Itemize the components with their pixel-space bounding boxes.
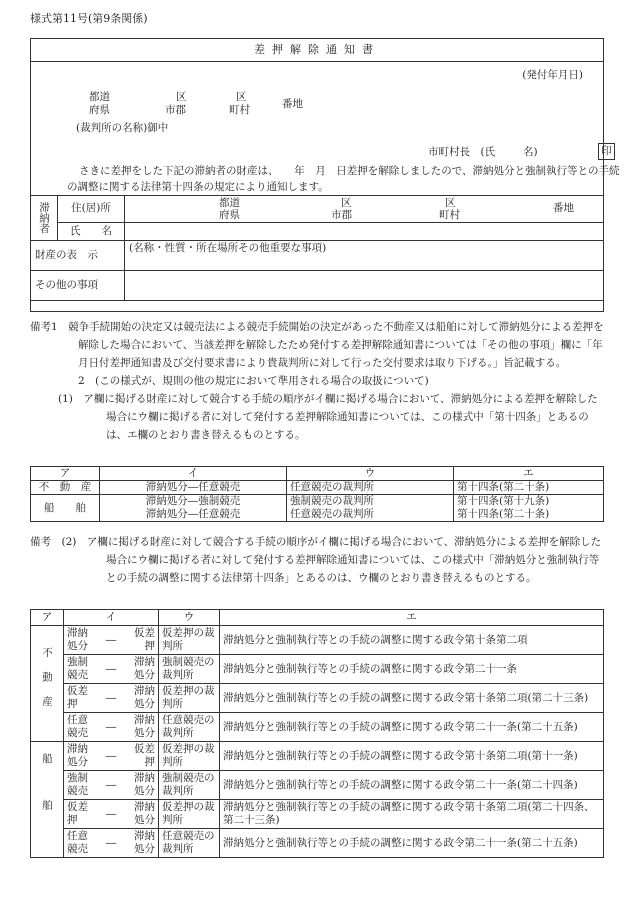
- t2-cell-c: 強制競売の裁判所: [159, 771, 220, 800]
- other-field[interactable]: [125, 271, 604, 301]
- remarks-section-2: [30, 533, 604, 587]
- addr-city-2: 市郡: [165, 104, 186, 116]
- t2-group-realestate: 不動産: [31, 626, 64, 742]
- t2-row: [31, 713, 604, 742]
- t2-header-c: ウ: [159, 610, 220, 626]
- addr-banchi: 番地: [282, 98, 303, 110]
- addr-prefecture-2: 府県: [89, 104, 110, 116]
- t2-header-a: ア: [31, 610, 64, 626]
- t2-row: [31, 626, 604, 655]
- name-label: 氏 名: [58, 223, 125, 241]
- t2-row: [31, 829, 604, 858]
- form-number: 様式第11号(第9条関係): [30, 12, 148, 25]
- t2-cell-c: 任意競売の裁判所: [159, 829, 220, 858]
- delinquent-label: 滞納者: [31, 196, 58, 241]
- replacement-table-2: [30, 609, 604, 858]
- t2-cell-d: 滞納処分と強制執行等との手続の調整に関する政令第二十一条(第二十四条): [220, 771, 604, 800]
- t1-row2-d: 第十四条(第十九条) 第十四条(第二十条): [454, 495, 604, 522]
- t2-cell-d: 滞納処分と強制執行等との手続の調整に関する政令第十条第二項(第十一条): [220, 742, 604, 771]
- t1-row1-b: 滞納処分―任意競売: [100, 481, 287, 495]
- t2-group-ship: 船舶: [31, 742, 64, 858]
- t2-cell-b: 任意競売 ― 滞納処分: [64, 829, 159, 858]
- notice-body-text: さきに差押をした下記の滞納者の財産は、 年 月 日差押を解除しましたので、滞納処分と強制執行等との手続の調整に関する法律第十四条の規定により通知します。: [67, 165, 620, 193]
- t1-row2-a: 船 舶: [31, 495, 100, 522]
- delinquent-table: [30, 195, 604, 301]
- t2-cell-c: 任意競売の裁判所: [159, 713, 220, 742]
- t2-cell-b: 滞納処分 ― 仮差押: [64, 742, 159, 771]
- court-addressee: (裁判所の名称)御中: [76, 122, 169, 134]
- mayor-name: 名): [523, 146, 538, 158]
- t2-cell-b: 仮差押 ― 滞納処分: [64, 684, 159, 713]
- t1-row1-c: 任意競売の裁判所: [287, 481, 454, 495]
- t2-cell-d: 滞納処分と強制執行等との手続の調整に関する政令第十条第二項(第二十四条、第二十三条): [220, 800, 604, 829]
- residence-field[interactable]: [125, 196, 604, 223]
- addr-town-2: 町村: [229, 104, 250, 116]
- t2-cell-d: 滞納処分と強制執行等との手続の調整に関する政令第二十一条(第二十五条): [220, 829, 604, 858]
- t2-cell-d: 滞納処分と強制執行等との手続の調整に関する政令第十条第二項: [220, 626, 604, 655]
- t2-header-d: エ: [220, 610, 604, 626]
- t2-row: [31, 742, 604, 771]
- t2-cell-c: 仮差押の裁判所: [159, 800, 220, 829]
- t2-cell-d: 滞納処分と強制執行等との手続の調整に関する政令第十条第二項(第二十三条): [220, 684, 604, 713]
- remarks-section: [30, 318, 604, 444]
- t2-cell-d: 滞納処分と強制執行等との手続の調整に関する政令第二十一条: [220, 655, 604, 684]
- t1-row1-d: 第十四条(第二十条): [454, 481, 604, 495]
- t2-row: [31, 684, 604, 713]
- t1-header-c: ウ: [287, 467, 454, 481]
- t2-cell-b: 滞納処分 ― 仮差押: [64, 626, 159, 655]
- t2-cell-d: 滞納処分と強制執行等との手続の調整に関する政令第二十一条(第二十五条): [220, 713, 604, 742]
- t2-row: [31, 800, 604, 829]
- inner-addr-t2: 町村: [439, 209, 460, 221]
- residence-label: 住(居)所: [58, 196, 125, 223]
- t1-row2-b: 滞納処分―強制競売 滞納処分―任意競売: [100, 495, 287, 522]
- t1-header-a: ア: [31, 467, 100, 481]
- t2-cell-c: 仮差押の裁判所: [159, 626, 220, 655]
- t2-row: [31, 655, 604, 684]
- inner-addr-p1: 都道: [219, 197, 240, 209]
- t2-header-b: イ: [64, 610, 159, 626]
- issue-date: (発付年月日): [522, 69, 583, 81]
- t1-header-d: エ: [454, 467, 604, 481]
- property-hint: (名称・性質・所在場所その他重要な事項): [129, 242, 327, 254]
- inner-addr-banchi: 番地: [553, 202, 574, 214]
- t1-row2-c: 強制競売の裁判所 任意競売の裁判所: [287, 495, 454, 522]
- other-label: その他の事項: [31, 271, 125, 301]
- inner-addr-t1: 区: [445, 197, 456, 209]
- t2-cell-b: 強制競売 ― 滞納処分: [64, 771, 159, 800]
- t1-row1-a: 不 動 産: [31, 481, 100, 495]
- property-label: 財産の表 示: [31, 241, 125, 271]
- t2-cell-b: 仮差押 ― 滞納処分: [64, 800, 159, 829]
- t2-cell-b: 強制競売 ― 滞納処分: [64, 655, 159, 684]
- inner-addr-c2: 市郡: [331, 209, 352, 221]
- t1-header-b: イ: [100, 467, 287, 481]
- remark-2-1: (1) ア欄に掲げる財産に対して競合する手続の順序がイ欄に掲げる場合において、滞納処分による差押を解除した場合にウ欄に掲げる者に対して発付する差押解除通知書については、この様式中「第十四条」とあるのは、エ欄のとおり書き替えるものとする。: [58, 393, 598, 441]
- remark-1: 備考1 競争手続開始の決定又は競売法による競売手続開始の決定があった不動産又は船舶に対して滞納処分による差押を解除した場合において、当該差押を解除したため発付する差押解除通知書については「その他の事項」欄に「年月日付差押通知書及び交付要求書により貴裁判所に対して行った交付要求は取り下げる。」旨記載する。: [30, 321, 604, 369]
- property-field[interactable]: [125, 241, 604, 271]
- notice-form-box: [30, 38, 620, 312]
- remark-2: 2 (この様式が、規則の他の規定において準用される場合の取扱について): [78, 375, 429, 387]
- t2-cell-c: 仮差押の裁判所: [159, 684, 220, 713]
- addr-city-1: 区: [176, 91, 187, 103]
- replacement-table-1: [30, 466, 604, 522]
- t2-cell-b: 任意競売 ― 滞納処分: [64, 713, 159, 742]
- name-field[interactable]: [125, 223, 604, 241]
- t2-cell-c: 強制競売の裁判所: [159, 655, 220, 684]
- seal-mark: 印: [598, 143, 615, 160]
- document-title: 差押解除通知書: [31, 39, 603, 62]
- remark-2-2: 備考 (2) ア欄に掲げる財産に対して競合する手続の順序がイ欄に掲げる場合において、滞納処分による差押を解除した場合にウ欄に掲げる者に対して発付する差押解除通知書については、この様式中「滞納処分と強制執行等との手続の調整に関する法律第十四条」とあるのは、ウ欄のとおり書き替えるものとする。: [30, 536, 602, 584]
- inner-addr-c1: 区: [341, 197, 352, 209]
- addr-prefecture-1: 都道: [89, 91, 110, 103]
- t2-cell-c: 仮差押の裁判所: [159, 742, 220, 771]
- inner-addr-p2: 府県: [219, 209, 240, 221]
- t2-row: [31, 771, 604, 800]
- mayor-line: 市町村長 (氏: [428, 146, 496, 158]
- addr-town-1: 区: [236, 91, 247, 103]
